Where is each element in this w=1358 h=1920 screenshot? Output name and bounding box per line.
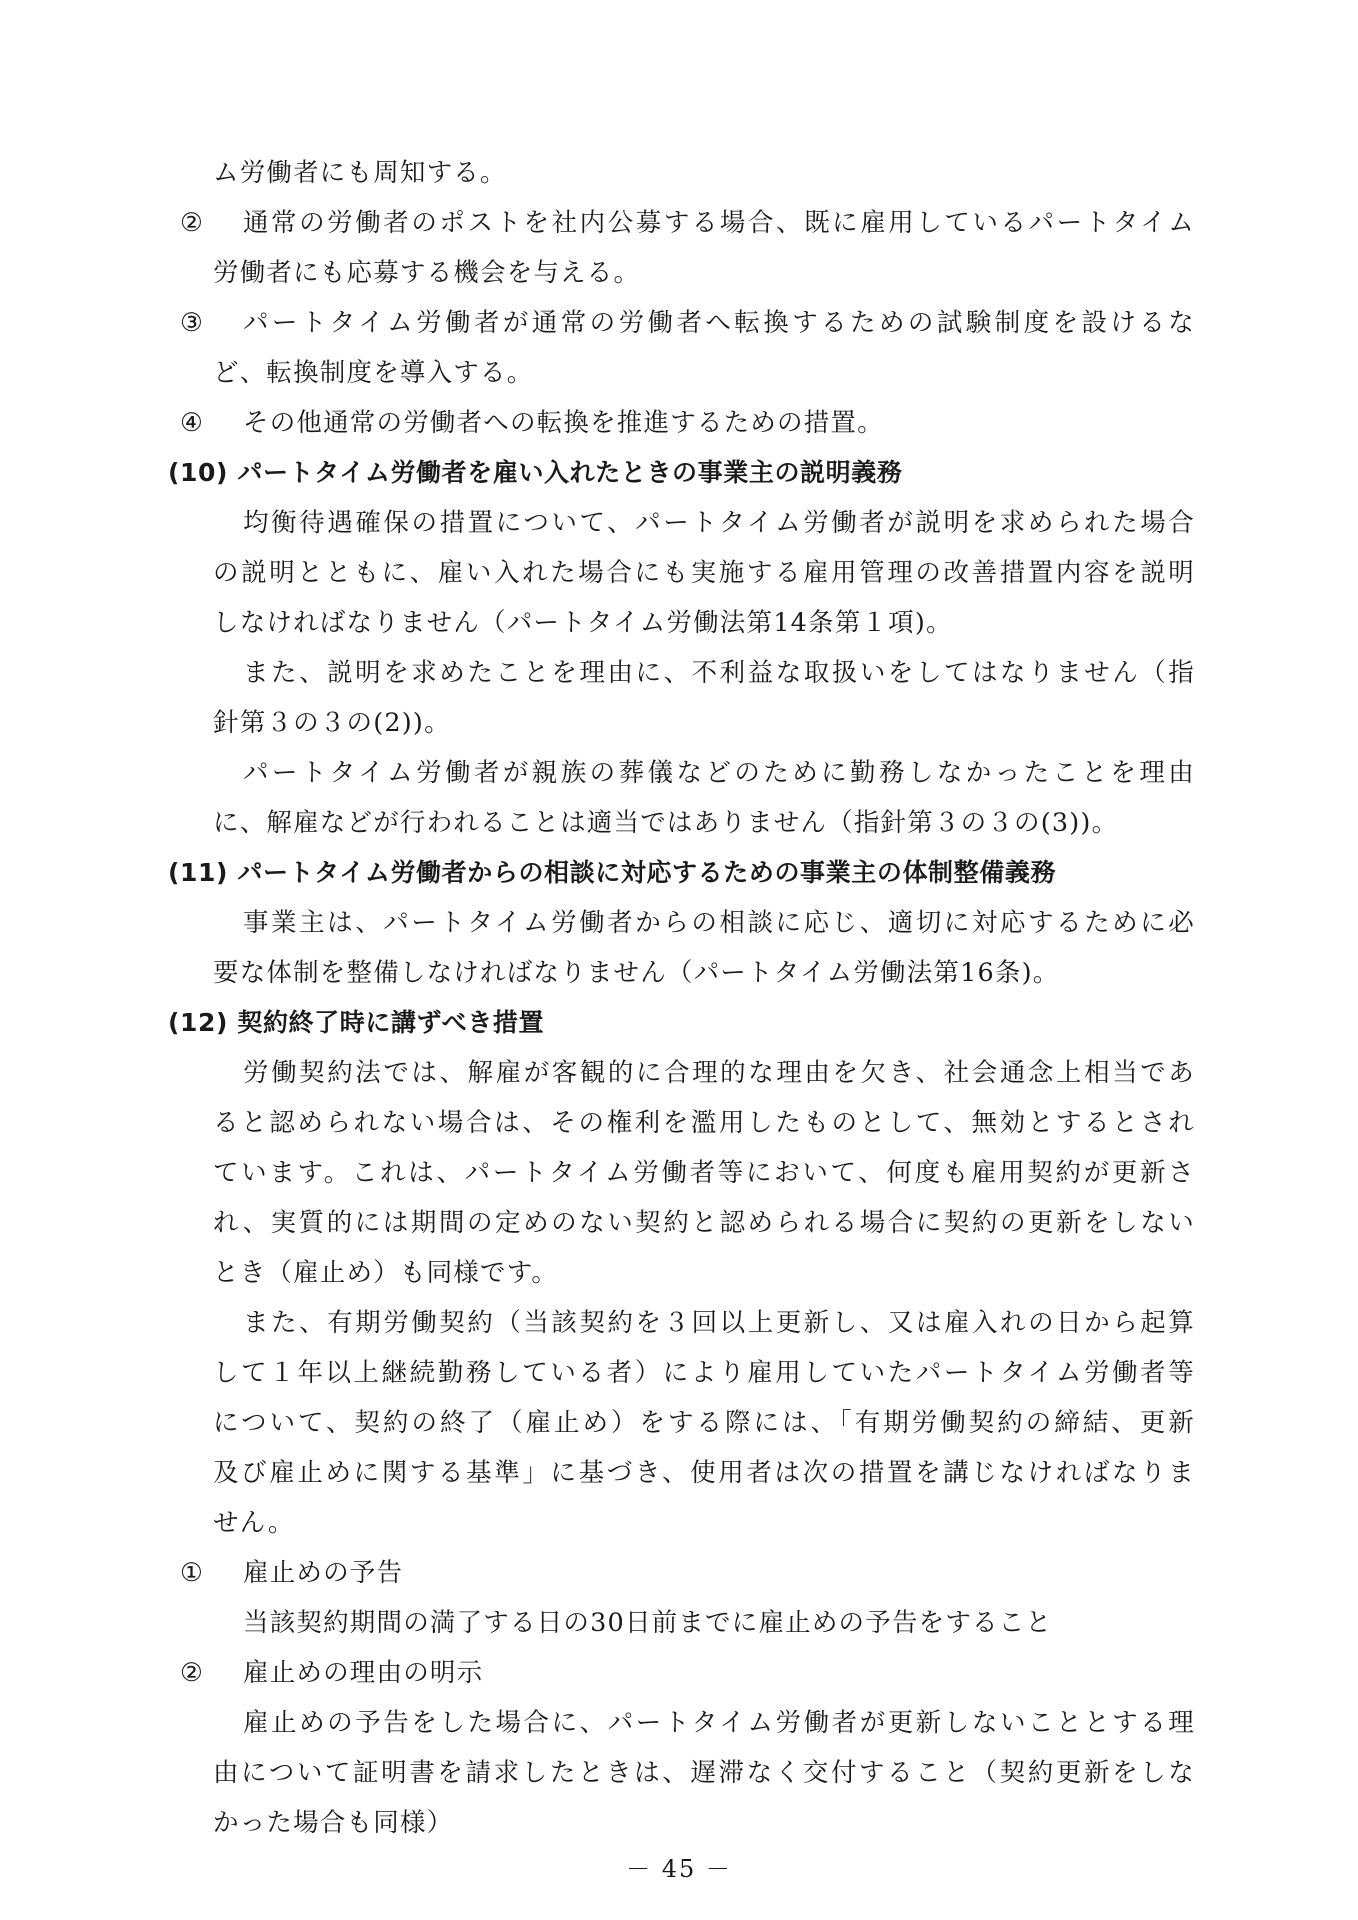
text-line: ています。これは、パートタイム労働者等において、何度も雇用契約が更新さ: [213, 1158, 1195, 1188]
text-line: 当該契約期間の満了する日の30日前までに雇止めの予告をすること: [243, 1608, 1053, 1638]
text-line: また、有期労働契約（当該契約を３回以上更新し、又は雇入れの日から起算: [243, 1308, 1195, 1338]
text-line: かった場合も同様）: [213, 1808, 454, 1838]
text-line: 雇止めの理由の明示: [243, 1658, 484, 1688]
text-line: について、契約の終了（雇止め）をする際には、「有期労働契約の締結、更新: [213, 1408, 1195, 1438]
section-heading-10: (10) パートタイム労働者を雇い入れたときの事業主の説明義務: [168, 458, 903, 487]
text-line: 労働者にも応募する機会を与える。: [213, 258, 641, 288]
text-line: 由について証明書を請求したときは、遅滞なく交付すること（契約更新をしな: [213, 1758, 1195, 1788]
section-heading-11: (11) パートタイム労働者からの相談に対応するための事業主の体制整備義務: [168, 858, 1057, 887]
text-line: 針第３の３の(2))。: [213, 708, 451, 738]
text-line: 雇止めの予告をした場合に、パートタイム労働者が更新しないこととする理: [243, 1708, 1195, 1738]
text-line: れ、実質的には期間の定めのない契約と認められる場合に契約の更新をしない: [213, 1208, 1195, 1238]
text-line: とき（雇止め）も同様です。: [213, 1258, 559, 1288]
text-line: その他通常の労働者への転換を推進するための措置。: [243, 408, 884, 438]
text-line: パートタイム労働者が親族の葬儀などのために勤務しなかったことを理由: [243, 758, 1195, 788]
text-line: 労働契約法では、解雇が客観的に合理的な理由を欠き、社会通念上相当であ: [243, 1058, 1195, 1088]
text-line: して１年以上継続勤務している者）により雇用していたパートタイム労働者等: [213, 1358, 1195, 1388]
text-line: パートタイム労働者が通常の労働者へ転換するための試験制度を設けるな: [243, 308, 1195, 338]
text-line: 要な体制を整備しなければなりません（パートタイム労働法第16条)。: [213, 958, 1060, 988]
text-line: の説明とともに、雇い入れた場合にも実施する雇用管理の改善措置内容を説明: [213, 558, 1195, 588]
text-line: ど、転換制度を導入する。: [213, 358, 534, 388]
text-line: に、解雇などが行われることは適当ではありません（指針第３の３の(3))。: [213, 808, 1119, 838]
page-number: － 45 －: [626, 1855, 732, 1883]
text-line: ると認められない場合は、その権利を濫用したものとして、無効とするとされ: [213, 1108, 1195, 1138]
text-line: ム労働者にも周知する。: [213, 158, 507, 188]
text-line: しなければなりません（パートタイム労働法第14条第１項)。: [213, 608, 953, 638]
text-line: 均衡待遇確保の措置について、パートタイム労働者が説明を求められた場合: [243, 508, 1195, 538]
text-line: 雇止めの予告: [243, 1558, 404, 1588]
list-marker: ④: [180, 408, 203, 438]
list-marker: ②: [180, 208, 203, 238]
text-line: せん。: [213, 1508, 295, 1538]
section-heading-12: (12) 契約終了時に講ずべき措置: [168, 1008, 545, 1037]
list-marker: ③: [180, 308, 203, 338]
text-line: また、説明を求めたことを理由に、不利益な取扱いをしてはなりません（指: [243, 658, 1195, 688]
list-marker: ②: [180, 1658, 203, 1688]
text-line: 事業主は、パートタイム労働者からの相談に応じ、適切に対応するために必: [243, 908, 1195, 938]
text-line: 及び雇止めに関する基準」に基づき、使用者は次の措置を講じなければなりま: [213, 1458, 1195, 1488]
text-line: 通常の労働者のポストを社内公募する場合、既に雇用しているパートタイム: [243, 208, 1195, 238]
list-marker: ①: [180, 1558, 203, 1588]
